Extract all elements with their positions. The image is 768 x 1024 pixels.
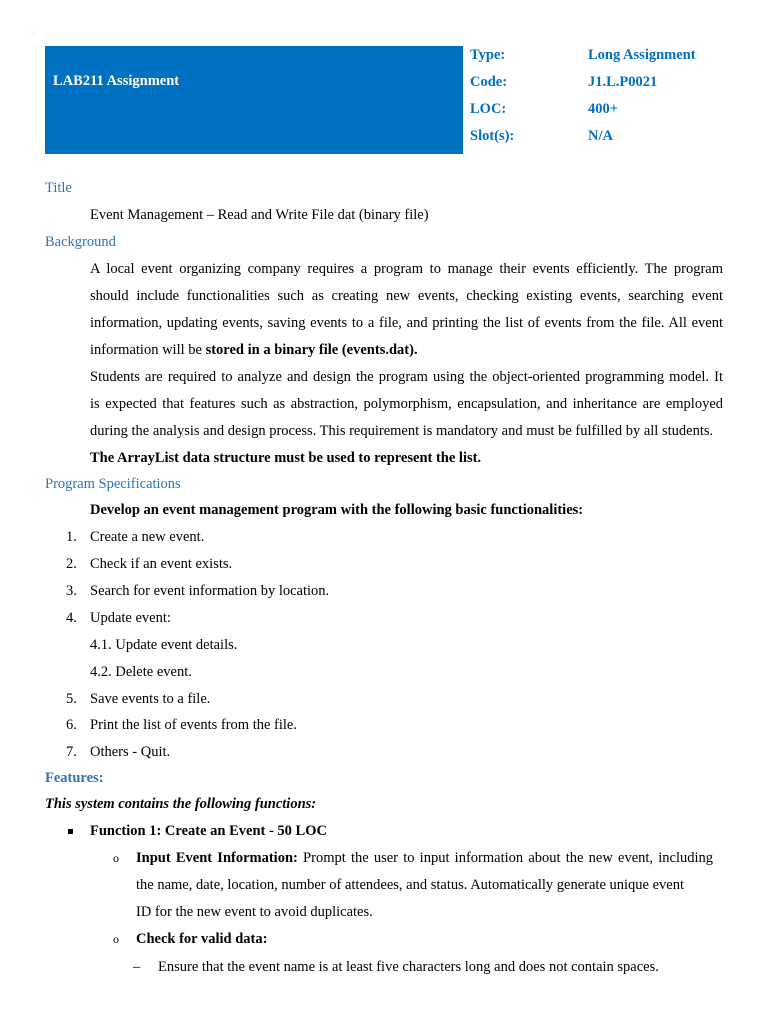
list-number: 3. [66,583,77,599]
header-key: Slot(s): [470,128,515,144]
list-item: Update event: [90,610,171,626]
square-bullet-icon [68,829,73,834]
arraylist-requirement: The ArrayList data structure must be used to represent the list. [90,450,482,466]
program-specs-intro: Develop an event management program with the following basic functionalities: [90,502,584,518]
list-number: 4. [66,610,77,626]
function-1-input-line: the name, date, location, number of attendees, and status. Automatically generate unique event [136,877,684,893]
assignment-title: LAB211 Assignment [53,73,180,89]
input-event-text: Prompt the user to input information about the new event, including [297,850,713,866]
list-item: Print the list of events from the file. [90,717,297,733]
input-event-label: Input Event Information: [136,850,298,866]
header-row-type [463,46,723,73]
list-number: 1. [66,529,77,545]
function-1-title: Function 1: Create an Event - 50 LOC [90,823,327,839]
circle-bullet-icon: o [113,932,119,946]
check-valid-data-label: Check for valid data: [136,931,268,947]
background-text: information will be [90,342,206,358]
list-item: Save events to a file. [90,691,211,707]
background-line-storage [90,337,418,364]
header-row-slots [463,127,723,154]
list-number: 7. [66,744,77,760]
header-value: N/A [588,128,613,144]
header-value: J1.L.P0021 [588,74,658,90]
header-row-loc [463,100,723,127]
list-item: Create a new event. [90,529,205,545]
background-bold-text: stored in a binary file (events.dat). [205,342,418,358]
header-row-code [463,73,723,100]
list-item: Search for event information by location. [90,583,330,599]
background-line: A local event organizing company requires a program to manage their events efficiently. The program [90,261,723,277]
dash-bullet-icon: – [133,959,141,975]
background-line: during the analysis and design process. This requirement is mandatory and must be fulfilled by all students. [90,423,714,439]
circle-bullet-icon: o [113,851,119,865]
header-value: Long Assignment [588,47,696,63]
validation-rule: Ensure that the event name is at least five characters long and does not contain spaces. [158,959,659,975]
list-item: Others - Quit. [90,744,171,760]
function-1-input-line [136,845,713,872]
background-line: information, updating events, saving events to a file, and printing the list of events from the file. All event [90,315,723,331]
section-heading-features: Features: [45,770,104,786]
list-number: 2. [66,556,77,572]
function-1-input-line: ID for the new event to avoid duplicates. [136,904,373,920]
background-line: should include functionalities such as creating new events, checking existing events, searching event [90,288,723,304]
list-subitem: 4.1. Update event details. [90,637,238,653]
list-item: Check if an event exists. [90,556,233,572]
background-line: Students are required to analyze and design the program using the object-oriented programming model. It [90,369,723,385]
section-heading-background: Background [45,234,116,250]
assignment-header [45,46,723,154]
features-intro: This system contains the following functions: [45,796,317,812]
section-heading-title: Title [45,180,72,196]
list-subitem: 4.2. Delete event. [90,664,192,680]
header-info-table [463,46,723,154]
list-number: 6. [66,717,77,733]
header-title-cell [45,46,463,154]
title-text: Event Management – Read and Write File dat (binary file) [90,207,429,223]
list-number: 5. [66,691,77,707]
header-key: Code: [470,74,508,90]
header-value: 400+ [588,101,619,117]
header-key: LOC: [470,101,507,117]
header-key: Type: [470,47,506,63]
background-line: is expected that features such as abstraction, polymorphism, encapsulation, and inheritance are employed [90,396,723,412]
section-heading-program-specs: Program Specifications [45,476,181,492]
